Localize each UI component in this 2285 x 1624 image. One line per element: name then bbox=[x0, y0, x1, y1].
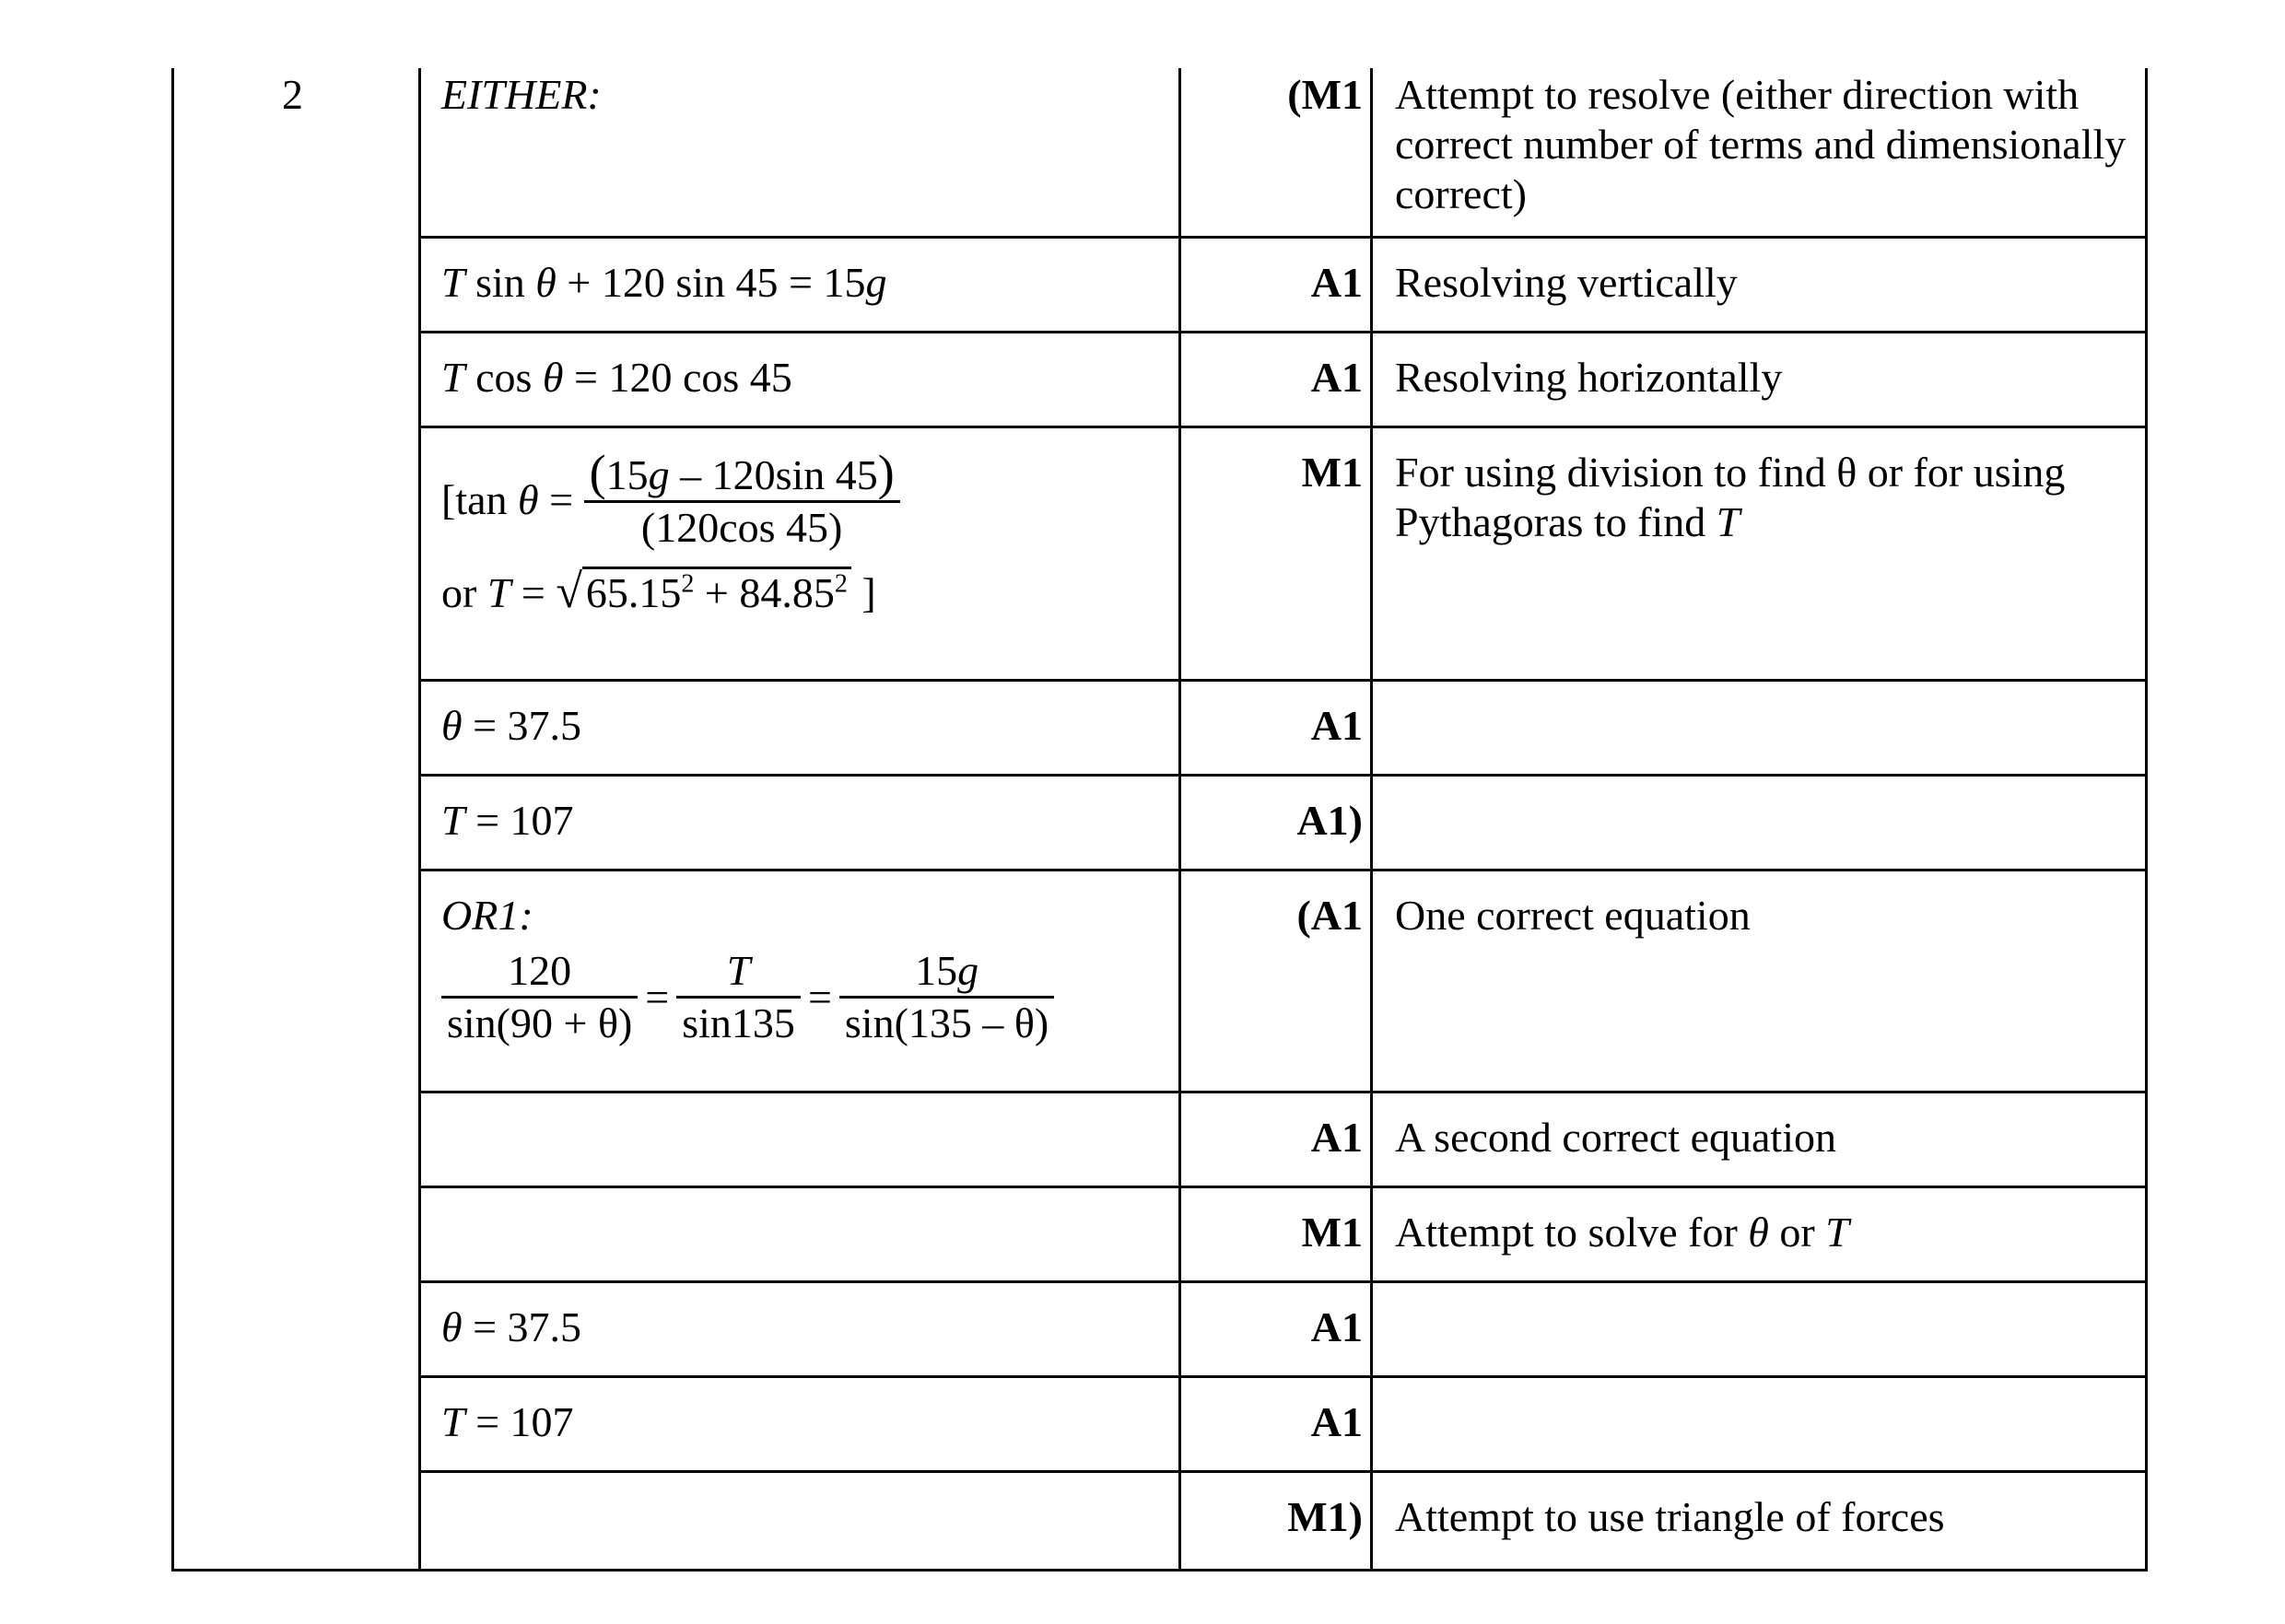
mark-label: A1 bbox=[1310, 259, 1363, 306]
mark-cell bbox=[1178, 70, 1363, 120]
guidance-text: Attempt to use triangle of forces bbox=[1395, 1493, 1945, 1540]
eq-text: – 120sin 45 bbox=[669, 451, 878, 498]
mark-label: M1) bbox=[1287, 1493, 1363, 1540]
table-border-bottom bbox=[171, 1569, 2148, 1571]
mark-cell bbox=[1178, 448, 1363, 497]
radicand bbox=[582, 567, 851, 616]
eq-text: or bbox=[441, 569, 487, 616]
response-or1 bbox=[441, 891, 1178, 1048]
fraction-1 bbox=[441, 946, 638, 1048]
response-result bbox=[441, 1397, 1178, 1447]
guidance-text bbox=[1395, 1208, 2132, 1257]
mark-label: A1 bbox=[1310, 1398, 1363, 1445]
row-divider bbox=[418, 426, 2148, 428]
mark-cell bbox=[1178, 1113, 1363, 1163]
var-g: g bbox=[957, 947, 979, 994]
eq-text: = bbox=[510, 569, 557, 616]
fraction-3 bbox=[839, 946, 1054, 1048]
eq-text: = bbox=[538, 476, 584, 523]
guidance-text: One correct equation bbox=[1395, 892, 1751, 939]
eq-text: cos bbox=[464, 354, 543, 401]
eq-text: + 84.85 bbox=[694, 569, 835, 616]
var-T: T bbox=[441, 1398, 465, 1445]
mark-scheme-table bbox=[171, 68, 2148, 1571]
var-theta: θ bbox=[518, 476, 539, 523]
eq-text: [tan bbox=[441, 476, 519, 523]
paren: ( bbox=[589, 445, 606, 500]
guidance-part: Attempt to solve for bbox=[1395, 1209, 1749, 1256]
response-equation bbox=[441, 353, 1178, 403]
var-g: g bbox=[865, 259, 887, 306]
eq-text: ] bbox=[850, 569, 876, 616]
mark-label: A1) bbox=[1296, 797, 1363, 844]
table-border-left bbox=[171, 68, 174, 1571]
response-result bbox=[441, 1303, 1178, 1352]
tan-fraction bbox=[584, 445, 900, 553]
response-either: EITHER: bbox=[441, 71, 602, 118]
row-divider bbox=[418, 1186, 2148, 1188]
response-result bbox=[441, 701, 1178, 751]
row-divider bbox=[418, 869, 2148, 871]
mark-cell bbox=[1178, 891, 1363, 941]
radical-sign: √ bbox=[556, 566, 582, 618]
row-divider bbox=[418, 774, 2148, 777]
fraction-denominator: sin(90 + θ) bbox=[441, 996, 638, 1048]
eq-text: = 120 cos 45 bbox=[563, 354, 792, 401]
fraction-2 bbox=[676, 946, 801, 1048]
square-root bbox=[556, 567, 851, 618]
mark-label: A1 bbox=[1310, 1114, 1363, 1161]
row-divider bbox=[418, 331, 2148, 333]
fraction-numerator bbox=[839, 946, 1054, 996]
fraction-numerator: T bbox=[726, 947, 751, 994]
guidance-text: Attempt to resolve (either direction with correct number of terms and dimensionally correct) bbox=[1395, 71, 2127, 217]
guidance-part: or bbox=[1768, 1209, 1826, 1256]
or1-label: OR1: bbox=[441, 892, 533, 939]
guidance-part: For using division to find θ or for using Pythagoras to find bbox=[1395, 449, 2066, 545]
fraction-denominator: (120cos 45) bbox=[584, 500, 900, 553]
var-T: T bbox=[441, 797, 465, 844]
mark-label: A1 bbox=[1310, 1303, 1363, 1350]
guidance-text bbox=[1395, 448, 2132, 547]
response-equation bbox=[441, 258, 1178, 308]
row-divider bbox=[418, 236, 2148, 239]
fraction-denominator: sin(135 – θ) bbox=[839, 996, 1054, 1048]
eq-text: 15 bbox=[915, 947, 958, 994]
mark-cell bbox=[1178, 258, 1363, 308]
mark-label: M1 bbox=[1301, 449, 1363, 496]
var-T: T bbox=[486, 569, 511, 616]
eq-text: = 107 bbox=[464, 1398, 574, 1445]
guidance-text: Resolving vertically bbox=[1395, 259, 1738, 306]
eq-text: sin bbox=[464, 259, 536, 306]
mark-label: M1 bbox=[1301, 1209, 1363, 1256]
sine-rule-equation bbox=[441, 946, 1178, 1048]
exponent: 2 bbox=[834, 569, 848, 599]
var-T: T bbox=[1716, 498, 1740, 545]
column-divider-guidance bbox=[1370, 68, 1373, 1571]
var-T: T bbox=[1825, 1209, 1849, 1256]
mark-cell bbox=[1178, 796, 1363, 846]
mark-label: (M1 bbox=[1287, 71, 1363, 118]
mark-cell bbox=[1178, 701, 1363, 751]
mark-cell bbox=[1178, 353, 1363, 403]
guidance-text: A second correct equation bbox=[1395, 1114, 1836, 1161]
eq-text: + 120 sin 45 = 15 bbox=[556, 259, 866, 306]
response-result bbox=[441, 796, 1178, 846]
response-tan-fraction bbox=[441, 445, 1178, 618]
mark-label: A1 bbox=[1310, 354, 1363, 401]
mark-cell bbox=[1178, 1208, 1363, 1257]
var-g: g bbox=[648, 451, 670, 498]
fraction-numerator: 120 bbox=[508, 947, 572, 994]
column-divider-response bbox=[418, 68, 421, 1571]
var-theta: θ bbox=[535, 259, 557, 306]
mark-cell bbox=[1178, 1492, 1363, 1542]
row-divider bbox=[418, 1470, 2148, 1473]
row-divider bbox=[418, 679, 2148, 682]
eq-text: 15 bbox=[605, 451, 649, 498]
mark-cell bbox=[1178, 1397, 1363, 1447]
table-border-right bbox=[2145, 68, 2148, 1571]
equals-sign: = bbox=[645, 973, 670, 1021]
var-theta: θ bbox=[542, 354, 564, 401]
paren: ) bbox=[877, 445, 895, 500]
fraction-denominator: sin135 bbox=[676, 996, 801, 1048]
mark-label: A1 bbox=[1310, 702, 1363, 749]
eq-text: 65.15 bbox=[585, 569, 682, 616]
eq-text: = 37.5 bbox=[462, 1303, 582, 1350]
mark-label: (A1 bbox=[1296, 892, 1363, 939]
row-divider bbox=[418, 1280, 2148, 1283]
row-divider bbox=[418, 1091, 2148, 1093]
var-T: T bbox=[441, 259, 465, 306]
var-T: T bbox=[441, 354, 465, 401]
eq-text: = 37.5 bbox=[462, 702, 582, 749]
fraction-numerator bbox=[584, 445, 900, 500]
mark-cell bbox=[1178, 1303, 1363, 1352]
eq-text: = 107 bbox=[464, 797, 574, 844]
var-theta: θ bbox=[1748, 1209, 1769, 1256]
guidance-text: Resolving horizontally bbox=[1395, 354, 1783, 401]
exponent: 2 bbox=[681, 569, 695, 599]
question-number: 2 bbox=[282, 71, 303, 118]
equals-sign: = bbox=[807, 973, 832, 1021]
row-divider bbox=[418, 1375, 2148, 1378]
var-theta: θ bbox=[441, 702, 463, 749]
var-theta: θ bbox=[441, 1303, 463, 1350]
